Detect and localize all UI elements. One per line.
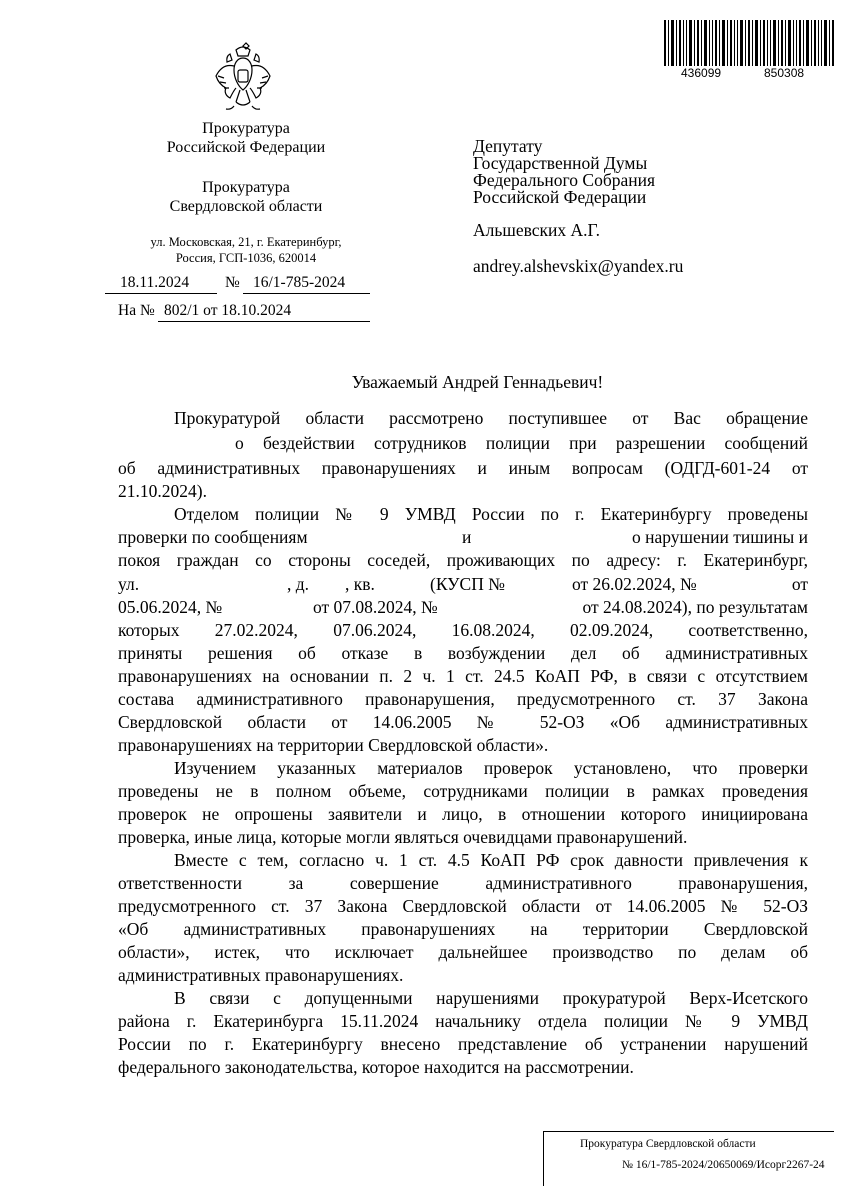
body-line: проведены не в полном объеме, сотрудниками полиции в рамках проведения xyxy=(118,781,808,801)
address-line-1: ул. Московская, 21, г. Екатеринбург, xyxy=(150,235,342,249)
sender-address xyxy=(115,234,377,266)
body-line: покоя граждан со стороны соседей, проживающих по адресу: г. Екатеринбург, xyxy=(118,550,808,570)
body-line: «Об административных правонарушениях на территории Свердловской xyxy=(118,919,808,939)
registration-date: 18.11.2024 xyxy=(120,274,190,291)
org-line-2: Российской Федерации xyxy=(166,139,326,156)
body-line: федерального законодательства, которое находится на рассмотрении. xyxy=(118,1057,634,1077)
registration-number-sign: № xyxy=(225,274,240,291)
coat-of-arms-emblem xyxy=(212,40,274,114)
body-line: состава административного правонарушения, предусмотренного ст. 37 Закона xyxy=(118,689,808,709)
body-line: Изучением указанных материалов проверок установлено, что проверки xyxy=(174,758,808,778)
dept-line-2: Свердловской области xyxy=(169,198,323,215)
stamp-number: № 16/1-785-2024/20650069/Исорг2267-24 xyxy=(622,1159,825,1171)
recipient-line-4: Российской Федерации xyxy=(473,187,647,207)
body-line: которых 27.02.2024, 07.06.2024, 16.08.2024, 02.09.2024, соответственно, xyxy=(118,620,808,640)
barcode-number-left: 436099 xyxy=(681,66,722,80)
body-line: проверка, иные лица, которые могли являться очевидцами правонарушений. xyxy=(118,827,688,847)
registration-number: 16/1-785-2024 xyxy=(253,274,346,291)
registration-stamp xyxy=(543,1131,834,1186)
registration-line xyxy=(105,274,370,294)
body-line: о бездействии сотрудников полиции при разрешении сообщений xyxy=(235,433,808,453)
sender-organization xyxy=(120,119,372,157)
body-line: района г. Екатеринбурга 15.11.2024 начальнику отдела полиции № 9 УМВД xyxy=(118,1011,808,1031)
body-line: предусмотренного ст. 37 Закона Свердловской области от 14.06.2005 № 52-ОЗ xyxy=(118,896,808,916)
body-line: Вместе с тем, согласно ч. 1 ст. 4.5 КоАП РФ срок давности привлечения к xyxy=(174,850,808,870)
recipient-email: andrey.alshevskix@yandex.ru xyxy=(473,256,684,276)
org-line-1: Прокуратура xyxy=(202,120,290,137)
body-line: правонарушениях на основании п. 2 ч. 1 ст. 24.5 КоАП РФ, в связи с отсутствием xyxy=(118,666,808,686)
body-line: области», истек, что исключает дальнейшее производство по делам об xyxy=(118,942,808,962)
dept-line-1: Прокуратура xyxy=(202,179,290,196)
body-line: Прокуратурой области рассмотрено поступившее от Вас обращение xyxy=(174,408,808,428)
body-line: В связи с допущенными нарушениями прокуратурой Верх-Исетского xyxy=(174,988,808,1008)
salutation: Уважаемый Андрей Геннадьевич! xyxy=(351,372,604,392)
body-line: ответственности за совершение административного правонарушения, xyxy=(118,873,808,893)
body-line: об административных правонарушениях и иным вопросам (ОДГД-601-24 от xyxy=(118,458,808,478)
address-line-2: Россия, ГСП-1036, 620014 xyxy=(175,251,317,265)
reference-value: 802/1 от 18.10.2024 xyxy=(164,302,292,319)
body-line: 21.10.2024). xyxy=(118,481,207,501)
barcode-number-right: 850308 xyxy=(764,66,805,80)
recipient-line-1: Депутату xyxy=(473,136,543,156)
body-line: России по г. Екатеринбургу внесено представление об устранении нарушений xyxy=(118,1034,808,1054)
body-line: административных правонарушениях. xyxy=(118,965,404,985)
reference-line xyxy=(118,302,370,322)
body-line: правонарушениях на территории Свердловской области». xyxy=(118,735,549,755)
sender-department xyxy=(120,178,372,216)
body-line: Свердловской области от 14.06.2005 № 52-ОЗ «Об административных xyxy=(118,712,808,732)
recipient-name: Альшевских А.Г. xyxy=(473,220,601,240)
stamp-title: Прокуратура Свердловской области xyxy=(580,1138,756,1150)
body-line: проверок не опрошены заявители и лицо, в отношении которого инициирована xyxy=(118,804,808,824)
body-line: приняты решения об отказе в возбуждении дел об административных xyxy=(118,643,808,663)
recipient-line-2: Государственной Думы xyxy=(473,153,648,173)
barcode xyxy=(664,20,834,66)
reference-label: На № xyxy=(118,302,155,319)
recipient-line-3: Федерального Собрания xyxy=(473,170,656,190)
body-line: Отделом полиции № 9 УМВД России по г. Екатеринбургу проведены xyxy=(174,504,808,524)
